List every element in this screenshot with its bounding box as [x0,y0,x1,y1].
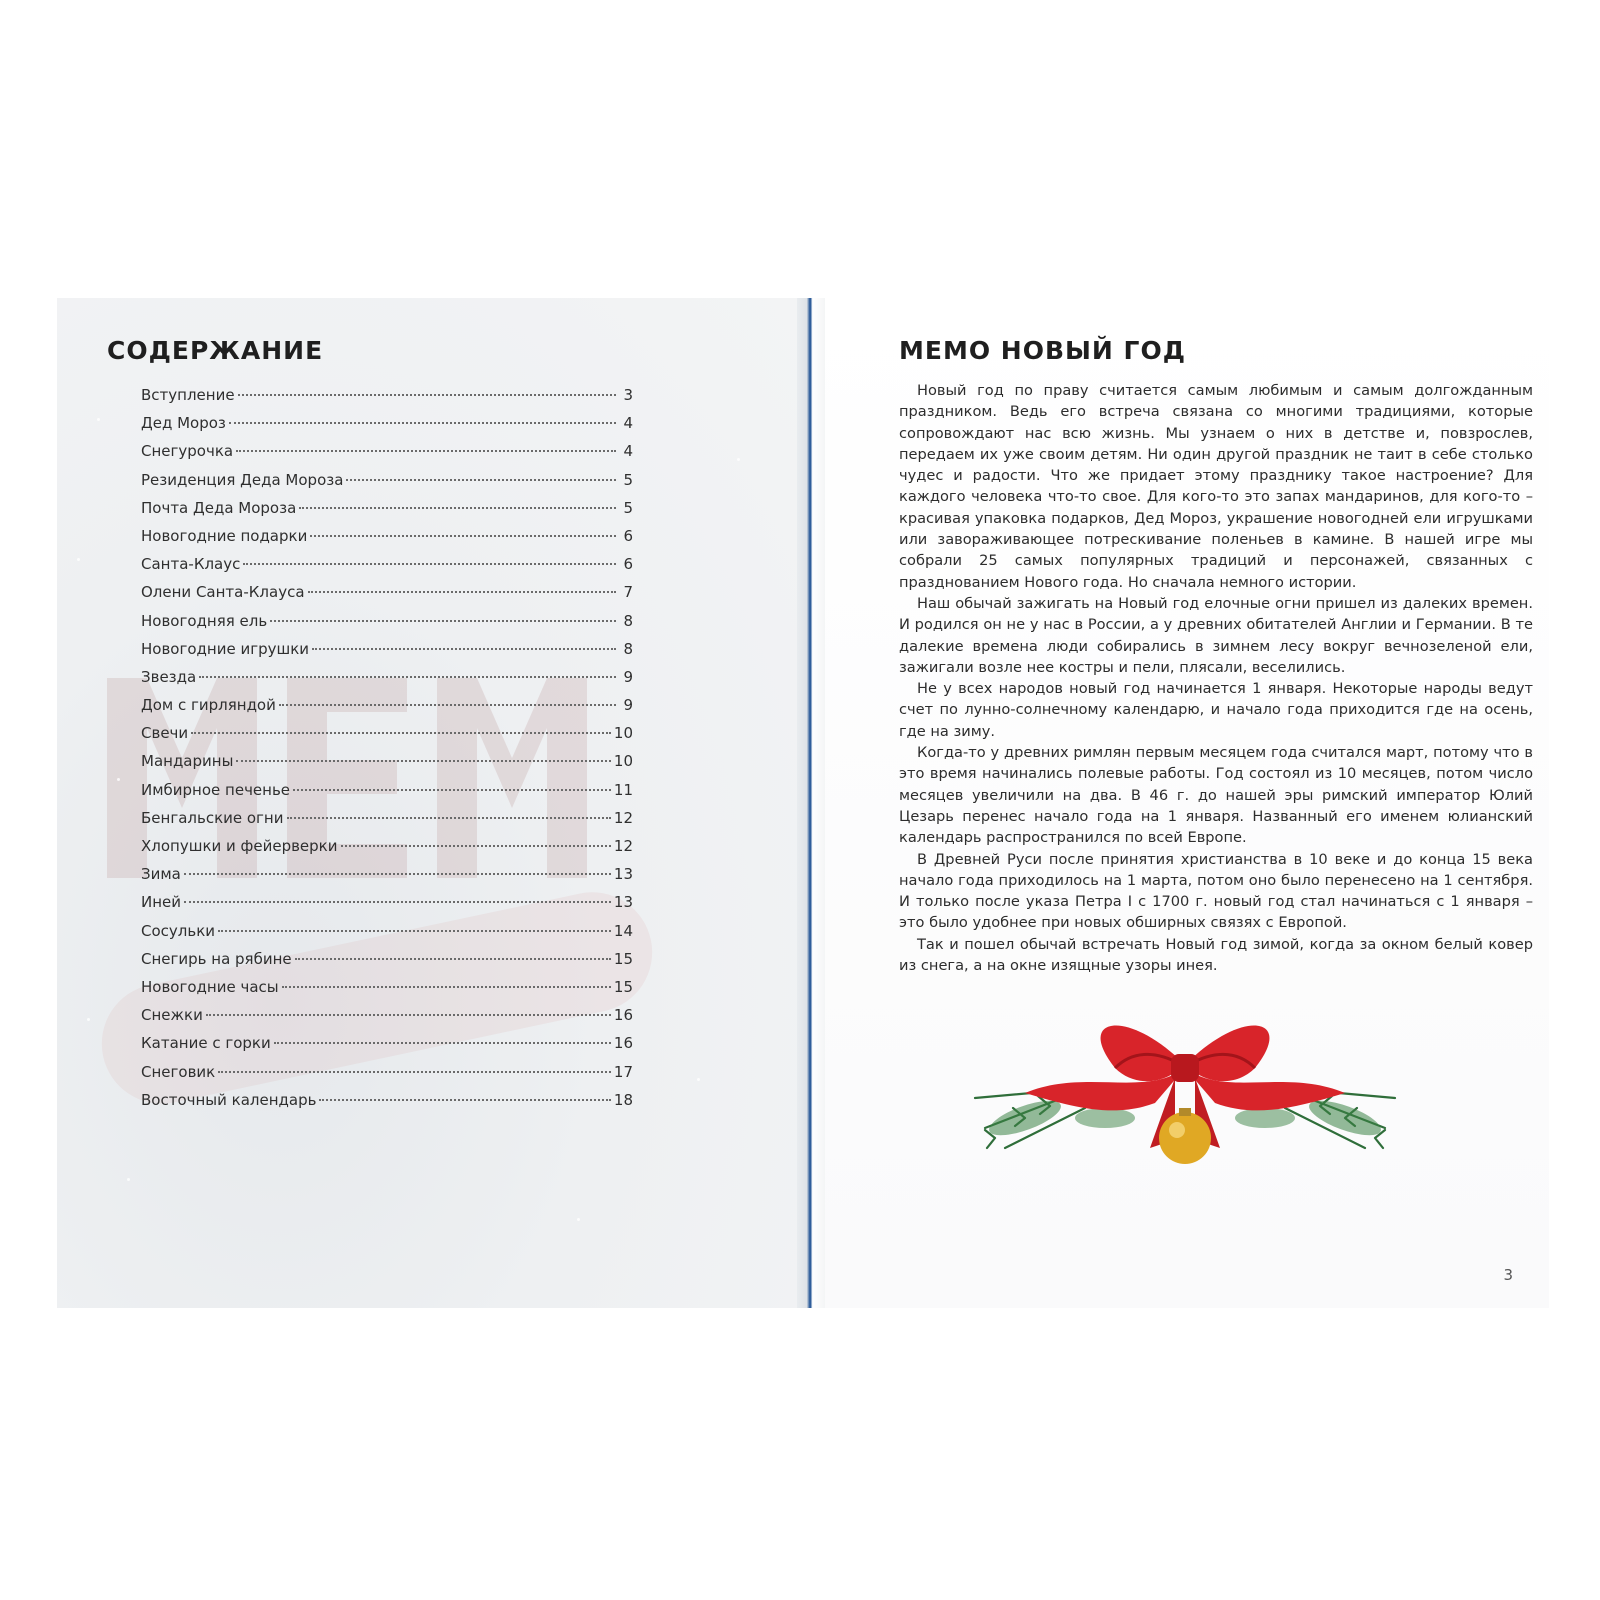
toc-leader-dots [279,704,616,706]
toc-entry [141,583,633,611]
toc-leader-dots [199,676,616,678]
toc-entry [141,668,633,696]
toc-entry [141,386,633,414]
toc-leader-dots [299,507,616,509]
toc-entry-page: 13 [613,893,633,912]
toc-entry [141,612,633,640]
toc-entry [141,752,633,780]
toc-entry-label: Олени Санта-Клауса [141,583,305,602]
toc-leader-dots [184,901,611,903]
article-title: МЕМО НОВЫЙ ГОД [899,336,1186,365]
toc-entry-page: 7 [623,583,633,602]
toc-entry-label: Мандарины [141,752,234,771]
toc-entry [141,922,633,950]
page-number: 3 [1503,1266,1513,1284]
toc-entry-label: Дом с гирляндой [141,696,276,715]
toc-entry-page: 16 [613,1034,633,1053]
toc-entry-page: 17 [613,1062,633,1081]
toc-entry [141,414,633,442]
toc-entry [141,640,633,668]
toc-leader-dots [270,620,616,622]
toc-entry [141,837,633,865]
article-paragraph: Так и пошел обычай встречать Новый год зимой, когда за окном белый ковер из снега, а на окне изящные узоры инея. [899,935,1533,975]
toc-entry [141,442,633,470]
toc-entry [141,781,633,809]
right-page [825,298,1549,1308]
toc-entry-page: 12 [613,837,633,855]
table-of-contents [141,386,633,1119]
toc-leader-dots [218,1071,611,1073]
toc-leader-dots [346,479,616,481]
toc-entry-label: Почта Деда Мороза [141,498,297,517]
toc-entry-page: 3 [623,386,633,404]
toc-entry [141,865,633,893]
toc-leader-dots [310,535,616,537]
toc-entry-page: 9 [623,696,633,715]
toc-entry-page: 5 [623,470,633,489]
sparkle [87,1018,90,1021]
toc-entry-label: Новогодние игрушки [141,639,310,658]
sparkle [77,558,80,561]
toc-entry-page: 15 [613,977,633,996]
toc-entry-label: Новогодняя ель [141,611,268,630]
toc-entry-page: 12 [613,808,633,827]
toc-entry-label: Дед Мороз [141,414,226,433]
toc-entry-page: 11 [613,780,633,799]
toc-leader-dots [229,422,616,424]
sparkle [577,1218,580,1221]
toc-entry-page: 13 [613,865,633,884]
toc-entry [141,499,633,527]
toc-leader-dots [236,760,610,762]
toc-entry [141,950,633,978]
toc-leader-dots [341,845,611,847]
toc-entry-page: 4 [623,442,633,461]
toc-entry-label: Иней [141,893,182,912]
toc-entry-label: Зима [141,865,181,884]
toc-leader-dots [287,817,611,819]
toc-leader-dots [308,591,616,593]
toc-entry-page: 15 [613,949,633,968]
toc-entry [141,1063,633,1091]
article-paragraph: В Древней Руси после принятия христианства в 10 веке и до конца 15 века начало года приходилось на 1 марта, потом оно было перенесено на 1 сентября. И только после указа Петра I с 1700 г. новый год стал начинаться с 1 января – это было удобнее при новых обширных связях с Европой. [899,850,1533,932]
toc-entry [141,527,633,555]
toc-leader-dots [218,930,611,932]
sparkle [737,458,740,461]
toc-entry-page: 18 [613,1090,633,1109]
toc-leader-dots [312,648,616,650]
sparkle [127,1178,130,1181]
toc-entry-label: Бенгальские огни [141,808,284,827]
toc-entry-page: 10 [613,752,633,771]
toc-entry [141,978,633,1006]
toc-leader-dots [282,986,611,988]
toc-leader-dots [295,958,611,960]
toc-entry-label: Имбирное печенье [141,780,291,799]
toc-entry [141,555,633,583]
toc-entry [141,809,633,837]
toc-entry-page: 8 [623,611,633,630]
left-page [57,298,797,1308]
toc-entry-label: Снеговик [141,1062,216,1081]
toc-entry [141,724,633,752]
toc-entry-label: Звезда [141,667,197,686]
toc-leader-dots [319,1099,610,1101]
toc-entry [141,1091,633,1119]
toc-entry-label: Санта-Клаус [141,555,241,574]
toc-leader-dots [206,1014,611,1016]
toc-leader-dots [293,789,611,791]
toc-leader-dots [236,450,616,452]
sparkle [697,1078,700,1081]
toc-entry-label: Снежки [141,1006,203,1025]
article-paragraph: Новый год по праву считается самым любимым и самым долгожданным праздником. Ведь его встреча связана со многими традициями, которые сопровождают нас всю жизнь. Мы узнаем о них в детстве и, повзрослев, передаем их уже своим детям. Ни один другой праздник не таит в себе столько чудес и радости. Что же придает этому празднику такое настроение? Для каждого человека что-то свое. Для кого-то это запах мандаринов, для кого-то – красивая упаковка подарков, Дед Мороз, украшение новогодней ели игрушками или завораживающее потрескивание поленьев в камине. В нашей игре мы собрали 25 самых популярных традиций и персонажей, связанных с празднованием Нового года. Но сначала немного истории. [899,382,1533,591]
toc-leader-dots [243,563,616,565]
christmas-bow-garland-icon [965,998,1405,1188]
article-paragraph: Когда-то у древних римлян первым месяцем года считался март, потому что в это время начинались полевые работы. Год состоял из 10 месяцев, потом число месяцев увеличили на два. В 46 г. до нашей эры римский император Юлий Цезарь перенес начало года на 1 января. Названный его именем юлианский календарь распространился по всей Европе. [899,744,1533,847]
article-paragraph: Наш обычай зажигать на Новый год елочные огни пришел из далеких времен. И родился он не у нас в России, а у древних обитателей Англии и Германии. В те далекие времена люди собирались в зимнем лесу вокруг вечнозеленой ели, зажигали возле нее костры и пели, плясали, веселились. [899,594,1533,676]
toc-entry-label: Резиденция Деда Мороза [141,470,344,489]
toc-entry-page: 5 [623,498,633,517]
toc-entry-page: 6 [623,555,633,574]
toc-entry [141,1006,633,1034]
toc-entry-label: Хлопушки и фейерверки [141,837,338,855]
toc-entry [141,696,633,724]
toc-entry-label: Новогодние подарки [141,526,308,545]
toc-entry-label: Свечи [141,724,189,743]
article-paragraph: Не у всех народов новый год начинается 1 января. Некоторые народы ведут счет по лунно-солнечному календарю, и начало года приходится где на осень, где на зиму. [899,680,1533,740]
toc-entry-page: 14 [613,921,633,940]
toc-entry-label: Снегурочка [141,442,234,461]
toc-leader-dots [238,394,616,396]
toc-entry-label: Новогодние часы [141,977,279,996]
toc-entry-page: 9 [623,667,633,686]
toc-entry-label: Вступление [141,386,235,404]
toc-entry-label: Снегирь на рябине [141,949,292,968]
toc-entry-label: Сосульки [141,921,216,940]
toc-entry [141,893,633,921]
toc-leader-dots [184,873,611,875]
toc-entry-page: 16 [613,1006,633,1025]
toc-title: СОДЕРЖАНИЕ [107,336,324,365]
sparkle [117,778,120,781]
toc-leader-dots [191,732,611,734]
toc-entry [141,1034,633,1062]
toc-leader-dots [274,1042,611,1044]
sparkle [97,418,100,421]
book-spine [797,298,825,1308]
toc-entry-page: 6 [623,526,633,545]
toc-entry-page: 8 [623,639,633,658]
book-spread [57,298,1549,1308]
toc-entry-page: 4 [623,414,633,433]
article-body [899,380,1533,976]
toc-entry-label: Катание с горки [141,1034,271,1053]
toc-entry-page: 10 [613,724,633,743]
toc-entry [141,471,633,499]
toc-entry-label: Восточный календарь [141,1090,317,1109]
